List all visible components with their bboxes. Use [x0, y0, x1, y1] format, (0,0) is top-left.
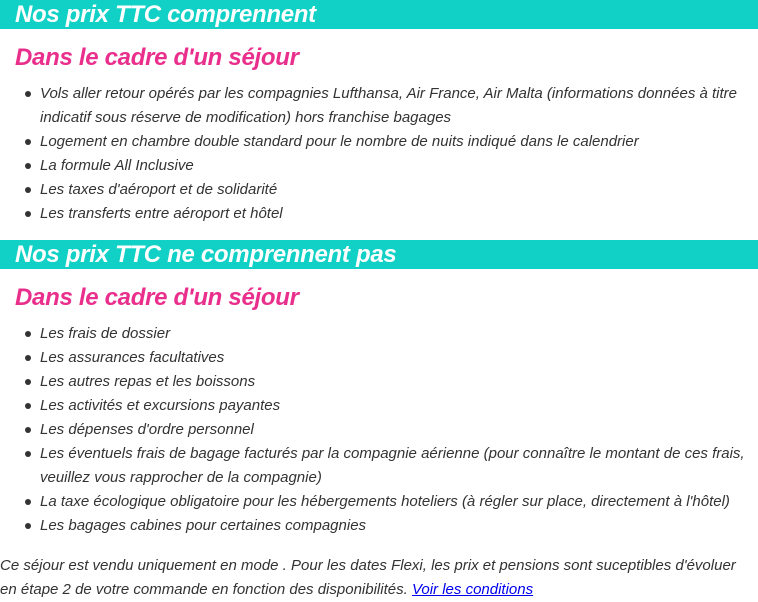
list-item: Vols aller retour opérés par les compagnies Lufthansa, Air France, Air Malta (informations données à titre indicatif sous réserve de modification) hors franchise bagages — [0, 82, 758, 130]
list-item: Les assurances facultatives — [0, 346, 758, 370]
list-item: La taxe écologique obligatoire pour les hébergements hoteliers (à régler sur place, directement à l'hôtel) — [0, 490, 758, 514]
footer-text: Ce séjour est vendu uniquement en mode . Pour les dates Flexi, les prix et pensions sont suceptibles d'évoluer en étape 2 de votre commande en fonction des disponibilités. — [0, 557, 736, 598]
list-item: Les activités et excursions payantes — [0, 394, 758, 418]
list-item: Les éventuels frais de bagage facturés par la compagnie aérienne (pour connaître le montant de ces frais, veuillez vous rapprocher de la compagnie) — [0, 442, 758, 490]
list-item: La formule All Inclusive — [0, 154, 758, 178]
included-list — [0, 82, 758, 226]
list-item: Les bagages cabines pour certaines compagnies — [0, 514, 758, 538]
excluded-subheading: Dans le cadre d'un séjour — [15, 284, 299, 311]
list-item: Les transferts entre aéroport et hôtel — [0, 202, 758, 226]
included-section — [0, 0, 758, 226]
footer-note — [0, 554, 758, 602]
included-subheading: Dans le cadre d'un séjour — [15, 44, 299, 71]
list-item: Les dépenses d'ordre personnel — [0, 418, 758, 442]
excluded-section — [0, 240, 758, 538]
excluded-banner: Nos prix TTC ne comprennent pas — [0, 240, 758, 269]
included-banner: Nos prix TTC comprennent — [0, 0, 758, 29]
list-item: Logement en chambre double standard pour le nombre de nuits indiqué dans le calendrier — [0, 130, 758, 154]
list-item: Les autres repas et les boissons — [0, 370, 758, 394]
list-item: Les frais de dossier — [0, 322, 758, 346]
list-item: Les taxes d'aéroport et de solidarité — [0, 178, 758, 202]
excluded-list — [0, 322, 758, 538]
conditions-link[interactable]: Voir les conditions — [411, 581, 534, 598]
